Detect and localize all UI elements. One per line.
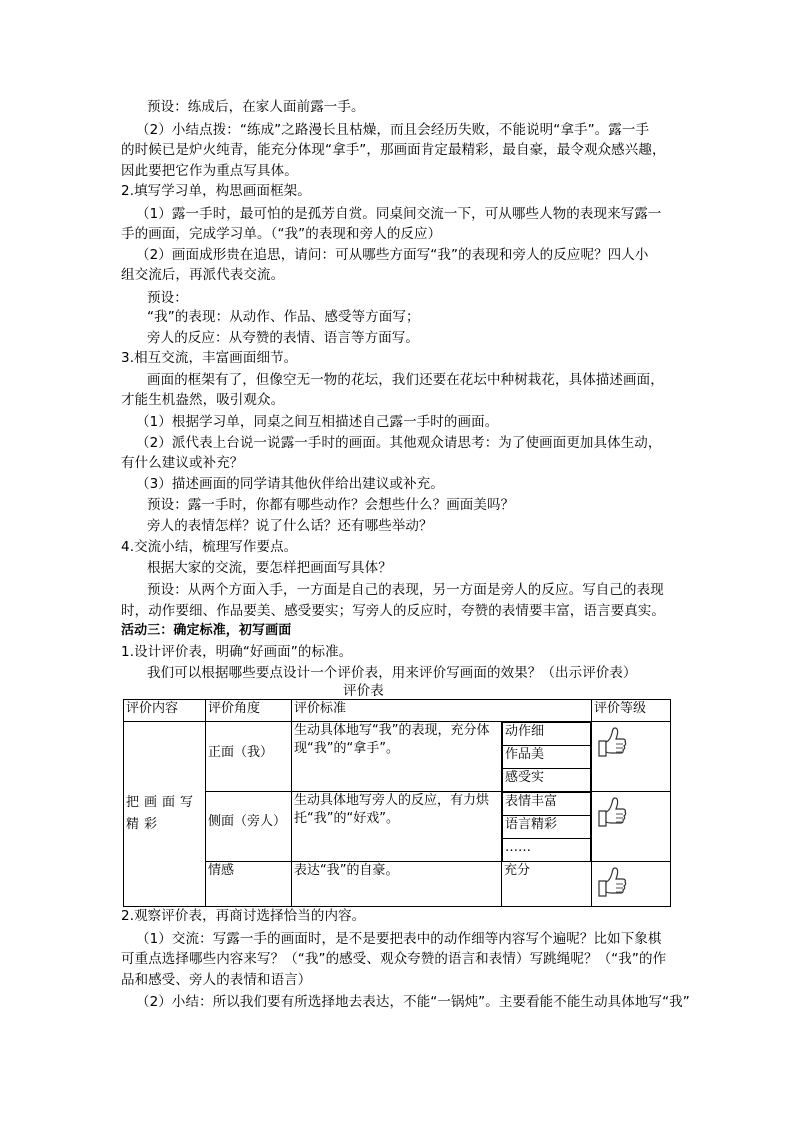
table-row <box>124 862 671 907</box>
section-heading: 1.设计评价表，明确“好画面”的标准。 <box>121 644 353 660</box>
thumbs-up-icon <box>594 794 628 830</box>
standard-cell: 表达“我”的自豪。 <box>292 862 502 907</box>
paragraph-line: 因此要把它作为重点写具体。 <box>121 163 298 179</box>
thumbs-up-icon <box>594 864 628 900</box>
item-label: 语言精彩 <box>503 816 591 839</box>
paragraph-line: 预设：露一手时，你都有哪些动作？会想些什么？画面美吗？ <box>147 497 515 513</box>
paragraph-line: （1）露一手时，最可怕的是孤芳自赏。同桌间交流一下，可从哪些人物的表现来写露一 <box>136 206 662 222</box>
paragraph-line: （3）描述画面的同学请其他伙伴给出建议或补充。 <box>136 476 444 492</box>
paragraph-line: 预设： <box>147 290 188 306</box>
paragraph-line: （2）画面成形贵在追思，请问：可从哪些方面写“我”的表现和旁人的反应呢？四人小 <box>136 247 649 263</box>
grade-cell <box>592 792 671 862</box>
paragraph-line: 手的画面，完成学习单。（“我”的表现和旁人的反应） <box>121 226 442 242</box>
angle-cell: 情感 <box>206 862 292 907</box>
paragraph-line: 品和感受、旁人的表情和语言） <box>121 972 312 988</box>
item-label: …… <box>503 839 591 862</box>
paragraph-line: 预设：从两个方面入手，一方面是自己的表现，另一方面是旁人的反应。写自己的表现 <box>147 582 664 598</box>
paragraph-line: 预设：练成后，在家人面前露一手。 <box>147 99 365 115</box>
section-heading: 3.相互交流，丰富画面细节。 <box>121 350 298 366</box>
paragraph-line: 时，动作要细、作品要美、感受要实；写旁人的反应时，夸赞的表情要丰富，语言要真实。 <box>121 603 665 619</box>
thumbs-up-icon <box>594 724 628 760</box>
table-caption: 评价表 <box>343 683 384 699</box>
items-cell <box>502 722 592 792</box>
standard-cell: 生动具体地写“我”的表现，充分体现“我”的“拿手”。 <box>292 722 502 792</box>
table-row <box>124 792 671 862</box>
angle-cell: 正面（我） <box>206 722 292 792</box>
content-cell <box>124 722 206 907</box>
header-content: 评价内容 <box>124 700 206 722</box>
table-row <box>124 722 671 792</box>
paragraph-line: 的时候已是炉火纯青，能充分体现“拿手”，那画面肯定最精彩，最自豪，最令观众感兴趣， <box>121 142 666 158</box>
item-label: 作品美 <box>503 746 591 769</box>
paragraph-line: （2）小结：所以我们要有所选择地去表达，不能“一锅炖”。主要看能不能生动具体地写“我” <box>136 994 690 1010</box>
paragraph-line: 根据大家的交流，要怎样把画面写具体？ <box>147 560 392 576</box>
paragraph-line: （1）根据学习单，同桌之间互相描述自己露一手时的画面。 <box>136 414 499 430</box>
item-label: 动作细 <box>503 723 591 746</box>
paragraph-line: 组交流后，再派代表交流。 <box>121 267 285 283</box>
paragraph-line: 我们可以根据哪些要点设计一个评价表，用来评价写画面的效果？（出示评价表） <box>147 665 637 681</box>
item-label: 充分 <box>502 862 592 907</box>
paragraph-line: （2）小结点拨：“练成”之路漫长且枯燥，而且会经历失败，不能说明“拿手”。露一手 <box>136 122 650 138</box>
section-heading: 2.填写学习单，构思画面框架。 <box>121 183 311 199</box>
section-heading: 4.交流小结，梳理写作要点。 <box>121 539 298 555</box>
paragraph-line: 旁人的反应：从夸赞的表情、语言等方面写。 <box>147 330 419 346</box>
paragraph-line: （2）派代表上台说一说露一手时的画面。其他观众请思考：为了使画面更加具体生动， <box>136 435 662 451</box>
paragraph-line: 画面的框架有了，但像空无一物的花坛，我们还要在花坛中种树栽花，具体描述画面， <box>147 372 664 388</box>
paragraph-line: “我”的表现：从动作、作品、感受等方面写； <box>147 309 420 325</box>
header-standard: 评价标准 <box>292 700 592 722</box>
paragraph-line: 才能生机盎然，吸引观众。 <box>121 392 285 408</box>
item-label: 表情丰富 <box>503 793 591 816</box>
items-cell <box>502 792 592 862</box>
header-grade: 评价等级 <box>592 700 671 722</box>
standard-cell: 生动具体地写旁人的反应，有力烘托“我”的“好戏”。 <box>292 792 502 862</box>
angle-cell: 侧面（旁人） <box>206 792 292 862</box>
evaluation-table <box>123 699 671 907</box>
item-label: 感受实 <box>503 769 591 792</box>
table-header-row <box>124 700 671 722</box>
paragraph-line: 可重点选择哪些内容来写？（“我”的感受、观众夸赞的语言和表情）写跳绳呢？（“我”的作 <box>121 951 667 967</box>
paragraph-line: （1）交流：写露一手的画面时，是不是要把表中的动作细等内容写个遍呢？比如下象棋 <box>136 931 662 947</box>
paragraph-line: 旁人的表情怎样？说了什么话？还有哪些举动？ <box>147 518 433 534</box>
grade-cell <box>592 862 671 907</box>
grade-cell <box>592 722 671 792</box>
activity-heading: 活动三：确定标准，初写画面 <box>121 623 292 638</box>
paragraph-line: 有什么建议或补充？ <box>121 455 244 471</box>
header-angle: 评价角度 <box>206 700 292 722</box>
content-label: 把画面写精彩 <box>126 795 199 832</box>
section-heading: 2.观察评价表，再商讨选择恰当的内容。 <box>121 908 366 924</box>
